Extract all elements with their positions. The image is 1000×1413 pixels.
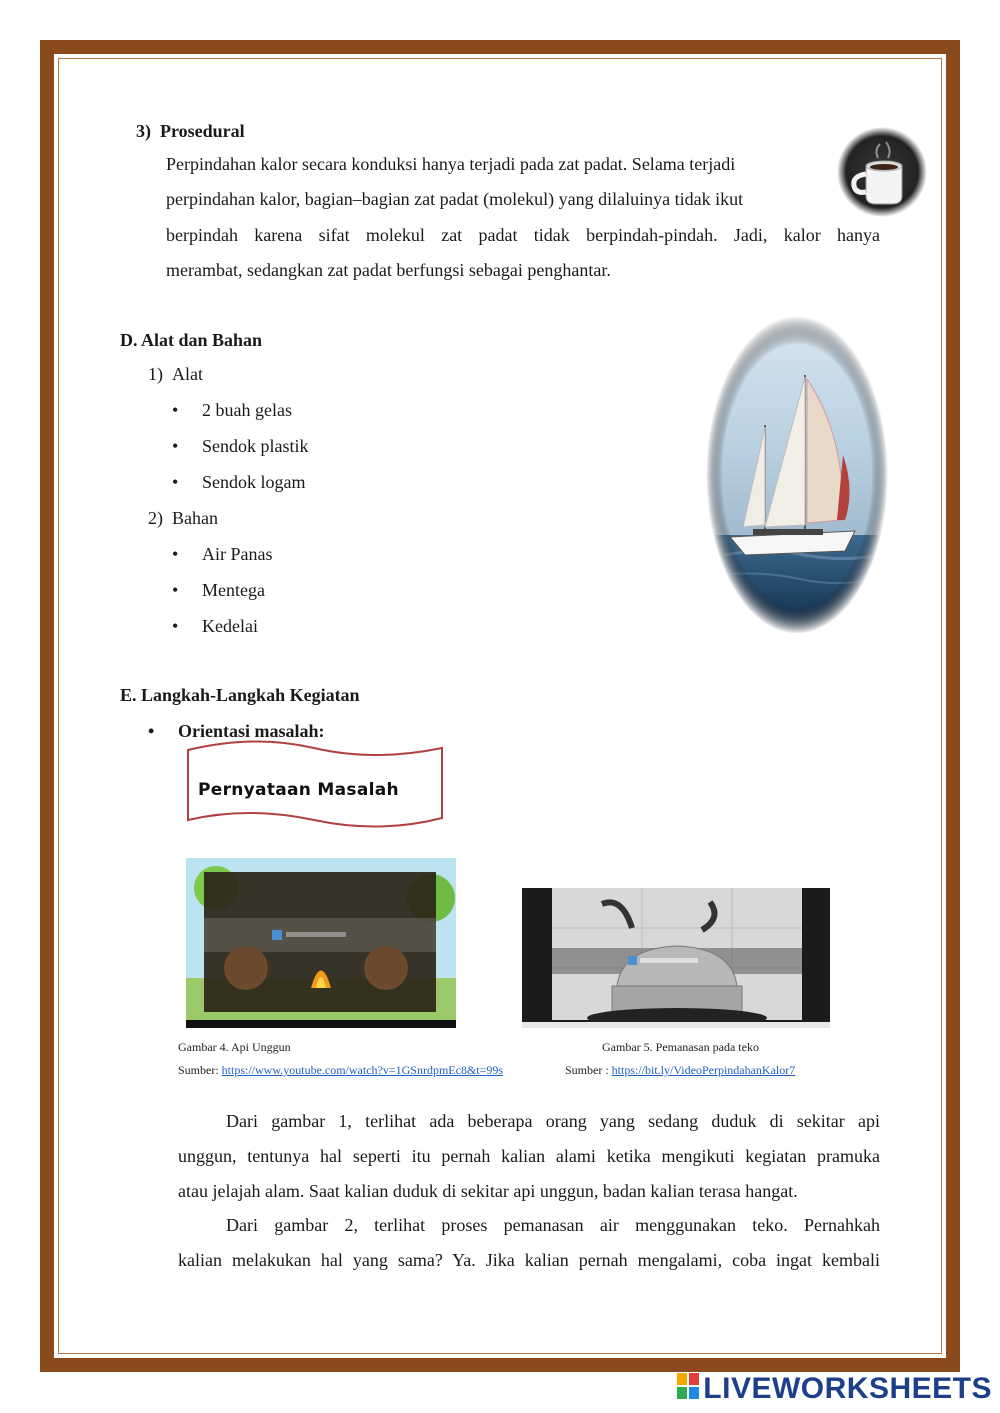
coffee-mug-image <box>836 126 928 218</box>
bullet-icon: • <box>172 436 179 456</box>
figure-4-source-link[interactable]: https://www.youtube.com/watch?v=1GSnrdpmEc8&t=99s <box>221 1063 504 1077</box>
bullet-icon: • <box>148 721 155 741</box>
sailboat-image <box>705 315 890 635</box>
kettle-video-image <box>522 888 830 1028</box>
procedural-heading: 3) Prosedural <box>136 121 245 141</box>
procedural-line-3: berpindah karena sifat molekul zat padat tidak berpindah-pindah. Jadi, kalor hanya <box>166 225 880 245</box>
procedural-line-4: merambat, sedangkan zat padat berfungsi sebagai penghantar. <box>166 260 611 280</box>
bullet-icon: • <box>172 544 179 564</box>
source-label: Sumber: <box>178 1063 219 1077</box>
bahan-label: 2) Bahan <box>148 508 218 528</box>
source-label: Sumber : <box>565 1063 609 1077</box>
liveworksheets-logo[interactable]: LIVEWORKSHEETS <box>677 1372 992 1407</box>
body-p2-line-2: kalian melakukan hal yang sama? Ya. Jika kalian pernah mengalami, coba ingat kembali <box>178 1250 880 1270</box>
banner-text: Pernyataan Masalah <box>198 780 399 800</box>
bullet-icon: • <box>172 472 179 492</box>
liveworksheets-icon <box>677 1373 699 1407</box>
figure-5-caption: Gambar 5. Pemanasan pada teko <box>602 1040 759 1054</box>
figure-4-caption: Gambar 4. Api Unggun <box>178 1040 291 1054</box>
body-p1-line-3: atau jelajah alam. Saat kalian duduk di sekitar api unggun, badan kalian terasa hangat. <box>178 1181 798 1201</box>
section-d-heading: D. Alat dan Bahan <box>120 330 263 350</box>
figure-5-source-link[interactable]: https://bit.ly/VideoPerpindahanKalor7 <box>611 1063 796 1077</box>
bullet-icon: • <box>172 400 179 420</box>
campfire-video-image <box>186 858 456 1028</box>
procedural-line-1: Perpindahan kalor secara konduksi hanya terjadi pada zat padat. Selama terjadi <box>166 154 736 174</box>
body-p2-line-1: Dari gambar 2, terlihat proses pemanasan air menggunakan teko. Pernahkah <box>226 1215 880 1235</box>
figure-5-source <box>565 1063 795 1078</box>
figure-4-source <box>178 1063 503 1078</box>
alat-label: 1) Alat <box>148 364 203 384</box>
body-p1-line-2: unggun, tentunya hal seperti itu pernah kalian alami ketika mengikuti kegiatan pramuka <box>178 1146 880 1166</box>
body-p1-line-1: Dari gambar 1, terlihat ada beberapa orang yang sedang duduk di sekitar api <box>226 1111 880 1131</box>
bullet-icon: • <box>172 580 179 600</box>
section-e-heading: E. Langkah-Langkah Kegiatan <box>120 685 360 705</box>
bullet-icon: • <box>172 616 179 636</box>
problem-statement-banner <box>184 738 446 832</box>
procedural-line-2: perpindahan kalor, bagian–bagian zat padat (molekul) yang dilaluinya tidak ikut <box>166 189 744 209</box>
